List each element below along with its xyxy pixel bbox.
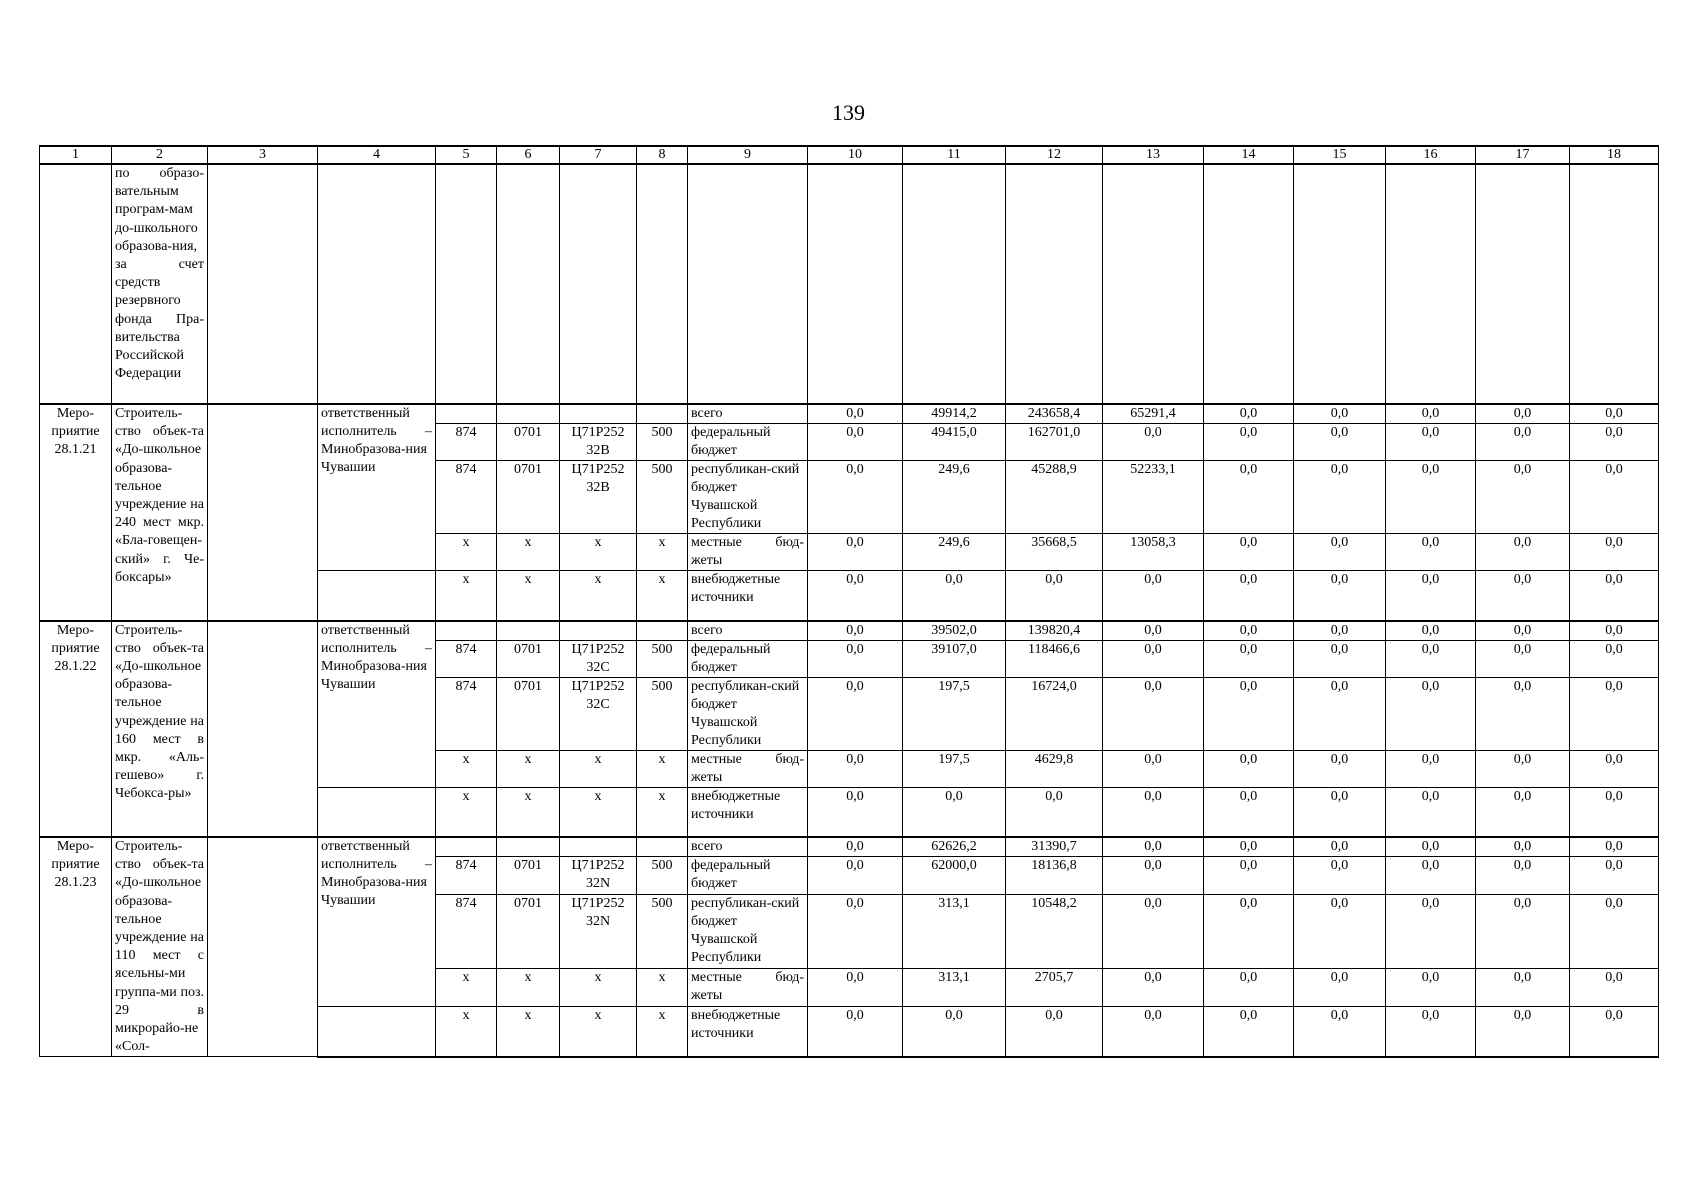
value-cell: 49415,0 [903, 424, 1006, 461]
grbs-code: 874 [436, 640, 497, 677]
value-cell: 0,0 [1294, 404, 1386, 424]
event-name: Строитель-ство объек-та «До-школьное образова-тельное учреждение на 160 мест в мкр. «Аль-гешево» г. Чебокса-ры» [112, 621, 208, 838]
value-cell: 0,0 [1294, 857, 1386, 895]
value-cell: 0,0 [1386, 677, 1476, 750]
event-name: Строитель-ство объек-та «До-школьное образова-тельное учреждение на 240 мест мкр. «Бла-говещен-ский» г. Че-боксары» [112, 404, 208, 621]
section-code: x [497, 787, 560, 837]
grbs-code: 874 [436, 424, 497, 461]
executor-empty [318, 1006, 436, 1057]
value-cell: 0,0 [903, 787, 1006, 837]
expense-type: x [637, 1006, 688, 1057]
target-article: Ц71Р252 32N [560, 857, 637, 895]
executor: ответственный исполнитель – Минобразова-ния Чувашии [318, 404, 436, 571]
value-cell: 0,0 [1204, 677, 1294, 750]
section-code: 0701 [497, 461, 560, 534]
value-cell: 13058,3 [1103, 534, 1204, 571]
value-cell: 0,0 [903, 571, 1006, 621]
value-cell: 0,0 [1386, 621, 1476, 641]
value-cell: 0,0 [1570, 677, 1659, 750]
event-id: Меро-приятие 28.1.23 [40, 837, 112, 1057]
funding-source: местные бюд-жеты [688, 969, 808, 1007]
section-code [497, 404, 560, 424]
column-header-11: 11 [903, 146, 1006, 164]
value-cell: 0,0 [1386, 404, 1476, 424]
value-cell: 0,0 [1103, 621, 1204, 641]
value-cell: 0,0 [808, 969, 903, 1007]
value-cell: 31390,7 [1006, 837, 1103, 857]
value-cell: 0,0 [1294, 750, 1386, 787]
funding-source: республикан-ский бюджет Чувашской Республики [688, 677, 808, 750]
section-code: 0701 [497, 640, 560, 677]
executor: ответственный исполнитель – Минобразова-ния Чувашии [318, 621, 436, 788]
grbs-code: 874 [436, 461, 497, 534]
expense-type: 500 [637, 894, 688, 968]
value-cell: 0,0 [1476, 677, 1570, 750]
grbs-code: x [436, 571, 497, 621]
value-cell: 0,0 [1204, 404, 1294, 424]
value-cell: 0,0 [1386, 857, 1476, 895]
value-cell: 0,0 [1294, 640, 1386, 677]
section-code: x [497, 571, 560, 621]
value-cell: 0,0 [1294, 571, 1386, 621]
table-row [40, 621, 1659, 641]
value-cell: 0,0 [1386, 837, 1476, 857]
value-cell: 0,0 [1204, 837, 1294, 857]
column-header-13: 13 [1103, 146, 1204, 164]
value-cell: 65291,4 [1103, 404, 1204, 424]
section-code: x [497, 1006, 560, 1057]
value-cell: 0,0 [1476, 969, 1570, 1007]
column-number-row [40, 146, 1659, 164]
value-cell: 0,0 [1476, 894, 1570, 968]
value-cell: 0,0 [1570, 461, 1659, 534]
target-article: Ц71Р252 32N [560, 894, 637, 968]
target-article: Ц71Р252 32С [560, 677, 637, 750]
value-cell: 0,0 [1570, 424, 1659, 461]
value-cell: 0,0 [808, 621, 903, 641]
grbs-code: x [436, 534, 497, 571]
continuation-row [40, 164, 1659, 404]
value-cell: 0,0 [808, 640, 903, 677]
table-row [40, 404, 1659, 424]
value-cell: 4629,8 [1006, 750, 1103, 787]
column-header-4: 4 [318, 146, 436, 164]
grbs-code: x [436, 787, 497, 837]
value-cell: 0,0 [808, 750, 903, 787]
value-cell: 0,0 [808, 1006, 903, 1057]
section-code: x [497, 969, 560, 1007]
column-header-1: 1 [40, 146, 112, 164]
value-cell: 0,0 [1006, 787, 1103, 837]
value-cell: 0,0 [1476, 534, 1570, 571]
value-cell: 0,0 [1570, 621, 1659, 641]
target-article: Ц71Р252 32В [560, 461, 637, 534]
value-cell: 0,0 [1294, 461, 1386, 534]
value-cell: 0,0 [1204, 750, 1294, 787]
grbs-code [436, 621, 497, 641]
target-article: x [560, 750, 637, 787]
column-header-15: 15 [1294, 146, 1386, 164]
value-cell: 2705,7 [1006, 969, 1103, 1007]
value-cell: 0,0 [808, 857, 903, 895]
grbs-code [436, 837, 497, 857]
funding-source: местные бюд-жеты [688, 534, 808, 571]
value-cell: 0,0 [1204, 640, 1294, 677]
expense-type: x [637, 534, 688, 571]
event-name: Строитель-ство объек-та «До-школьное образова-тельное учреждение на 110 мест с ясельны-ми группа-ми поз. 29 в микрорайо-не «Сол- [112, 837, 208, 1057]
value-cell: 0,0 [903, 1006, 1006, 1057]
value-cell: 10548,2 [1006, 894, 1103, 968]
expense-type: 500 [637, 857, 688, 895]
section-code: x [497, 750, 560, 787]
value-cell: 0,0 [1103, 969, 1204, 1007]
expense-type: 500 [637, 677, 688, 750]
section-code: 0701 [497, 857, 560, 895]
section-code [497, 837, 560, 857]
expense-type: x [637, 750, 688, 787]
expense-type [637, 404, 688, 424]
value-cell: 0,0 [1103, 750, 1204, 787]
value-cell: 313,1 [903, 969, 1006, 1007]
target-article [560, 837, 637, 857]
value-cell: 0,0 [808, 677, 903, 750]
value-cell: 0,0 [1476, 837, 1570, 857]
funding-source: всего [688, 621, 808, 641]
grbs-code [436, 404, 497, 424]
value-cell: 313,1 [903, 894, 1006, 968]
value-cell: 0,0 [1570, 837, 1659, 857]
value-cell: 0,0 [1476, 461, 1570, 534]
value-cell: 0,0 [1570, 894, 1659, 968]
section-code: x [497, 534, 560, 571]
value-cell: 0,0 [1476, 424, 1570, 461]
value-cell: 118466,6 [1006, 640, 1103, 677]
value-cell: 0,0 [1204, 571, 1294, 621]
value-cell: 0,0 [1570, 787, 1659, 837]
value-cell: 0,0 [1570, 750, 1659, 787]
value-cell: 249,6 [903, 534, 1006, 571]
value-cell: 0,0 [1476, 1006, 1570, 1057]
value-cell: 0,0 [1476, 621, 1570, 641]
funding-source: внебюджетные источники [688, 571, 808, 621]
value-cell: 45288,9 [1006, 461, 1103, 534]
column-header-2: 2 [112, 146, 208, 164]
section-code: 0701 [497, 424, 560, 461]
value-cell: 0,0 [1006, 1006, 1103, 1057]
event-id: Меро-приятие 28.1.21 [40, 404, 112, 621]
value-cell: 0,0 [1386, 969, 1476, 1007]
value-cell: 52233,1 [1103, 461, 1204, 534]
grbs-code: x [436, 1006, 497, 1057]
value-cell: 0,0 [1386, 640, 1476, 677]
value-cell: 0,0 [1386, 750, 1476, 787]
value-cell: 0,0 [1103, 571, 1204, 621]
funding-source: всего [688, 837, 808, 857]
cell-col-3 [208, 404, 318, 621]
value-cell: 0,0 [1204, 857, 1294, 895]
value-cell: 0,0 [1570, 640, 1659, 677]
section-code: 0701 [497, 677, 560, 750]
expense-type: x [637, 969, 688, 1007]
target-article [560, 621, 637, 641]
cell-col-3 [208, 621, 318, 838]
value-cell: 0,0 [1570, 857, 1659, 895]
value-cell: 0,0 [1476, 640, 1570, 677]
funding-source: федеральный бюджет [688, 640, 808, 677]
value-cell: 249,6 [903, 461, 1006, 534]
value-cell: 62000,0 [903, 857, 1006, 895]
expense-type: 500 [637, 424, 688, 461]
target-article: x [560, 1006, 637, 1057]
value-cell: 0,0 [808, 787, 903, 837]
budget-table [39, 145, 1659, 1058]
value-cell: 0,0 [808, 571, 903, 621]
grbs-code: 874 [436, 857, 497, 895]
value-cell: 139820,4 [1006, 621, 1103, 641]
value-cell: 35668,5 [1006, 534, 1103, 571]
column-header-3: 3 [208, 146, 318, 164]
value-cell: 0,0 [808, 894, 903, 968]
continuation-text: по образо-вательным програм-мам до-школьного образова-ния, за счет средств резервного фонда Пра-вительства Российской Федерации [112, 164, 208, 404]
funding-source: республикан-ский бюджет Чувашской Республики [688, 894, 808, 968]
event-id: Меро-приятие 28.1.22 [40, 621, 112, 838]
value-cell: 0,0 [1294, 787, 1386, 837]
value-cell: 0,0 [1103, 837, 1204, 857]
value-cell: 0,0 [1386, 787, 1476, 837]
value-cell: 39502,0 [903, 621, 1006, 641]
target-article: x [560, 534, 637, 571]
value-cell: 0,0 [1204, 787, 1294, 837]
value-cell: 0,0 [1204, 424, 1294, 461]
value-cell: 0,0 [1386, 424, 1476, 461]
funding-source: внебюджетные источники [688, 1006, 808, 1057]
grbs-code: 874 [436, 894, 497, 968]
value-cell: 0,0 [1103, 1006, 1204, 1057]
value-cell: 0,0 [1476, 750, 1570, 787]
column-header-5: 5 [436, 146, 497, 164]
value-cell: 0,0 [1570, 969, 1659, 1007]
value-cell: 0,0 [1476, 404, 1570, 424]
value-cell: 0,0 [808, 534, 903, 571]
value-cell: 0,0 [1204, 461, 1294, 534]
value-cell: 0,0 [1386, 534, 1476, 571]
value-cell: 39107,0 [903, 640, 1006, 677]
value-cell: 0,0 [1294, 894, 1386, 968]
value-cell: 0,0 [1476, 857, 1570, 895]
value-cell: 0,0 [1103, 640, 1204, 677]
value-cell: 0,0 [1386, 1006, 1476, 1057]
funding-source: всего [688, 404, 808, 424]
value-cell: 16724,0 [1006, 677, 1103, 750]
executor-empty [318, 787, 436, 837]
executor: ответственный исполнитель – Минобразова-ния Чувашии [318, 837, 436, 1006]
grbs-code: x [436, 969, 497, 1007]
value-cell: 243658,4 [1006, 404, 1103, 424]
funding-source: федеральный бюджет [688, 424, 808, 461]
cell-col-3 [208, 837, 318, 1057]
value-cell: 0,0 [1103, 857, 1204, 895]
value-cell: 0,0 [808, 837, 903, 857]
page-number: 139 [832, 100, 865, 125]
executor-empty [318, 571, 436, 621]
funding-source: внебюджетные источники [688, 787, 808, 837]
value-cell: 0,0 [1103, 787, 1204, 837]
target-article [560, 404, 637, 424]
expense-type [637, 621, 688, 641]
value-cell: 49914,2 [903, 404, 1006, 424]
value-cell: 0,0 [808, 461, 903, 534]
value-cell: 0,0 [1570, 571, 1659, 621]
value-cell: 0,0 [1006, 571, 1103, 621]
expense-type [637, 837, 688, 857]
value-cell: 62626,2 [903, 837, 1006, 857]
column-header-14: 14 [1204, 146, 1294, 164]
target-article: Ц71Р252 32С [560, 640, 637, 677]
value-cell: 0,0 [1294, 1006, 1386, 1057]
value-cell: 0,0 [1386, 894, 1476, 968]
section-code: 0701 [497, 894, 560, 968]
column-header-9: 9 [688, 146, 808, 164]
column-header-16: 16 [1386, 146, 1476, 164]
value-cell: 0,0 [1570, 534, 1659, 571]
target-article: x [560, 571, 637, 621]
column-header-12: 12 [1006, 146, 1103, 164]
column-header-10: 10 [808, 146, 903, 164]
value-cell: 0,0 [1204, 621, 1294, 641]
value-cell: 197,5 [903, 750, 1006, 787]
value-cell: 0,0 [808, 424, 903, 461]
expense-type: x [637, 571, 688, 621]
column-header-18: 18 [1570, 146, 1659, 164]
column-header-8: 8 [637, 146, 688, 164]
expense-type: x [637, 787, 688, 837]
target-article: Ц71Р252 32В [560, 424, 637, 461]
value-cell: 0,0 [1294, 534, 1386, 571]
value-cell: 0,0 [1204, 534, 1294, 571]
section-code [497, 621, 560, 641]
expense-type: 500 [637, 640, 688, 677]
column-header-7: 7 [560, 146, 637, 164]
value-cell: 0,0 [1570, 404, 1659, 424]
cell-col-1 [40, 164, 112, 404]
column-header-6: 6 [497, 146, 560, 164]
value-cell: 197,5 [903, 677, 1006, 750]
funding-source: местные бюд-жеты [688, 750, 808, 787]
value-cell: 0,0 [1204, 894, 1294, 968]
value-cell: 0,0 [1294, 969, 1386, 1007]
value-cell: 0,0 [1386, 571, 1476, 621]
grbs-code: x [436, 750, 497, 787]
column-header-17: 17 [1476, 146, 1570, 164]
value-cell: 0,0 [1103, 677, 1204, 750]
value-cell: 18136,8 [1006, 857, 1103, 895]
value-cell: 0,0 [1103, 424, 1204, 461]
value-cell: 0,0 [1204, 969, 1294, 1007]
value-cell: 0,0 [1294, 424, 1386, 461]
value-cell: 0,0 [808, 404, 903, 424]
value-cell: 0,0 [1476, 787, 1570, 837]
value-cell: 0,0 [1294, 837, 1386, 857]
funding-source: республикан-ский бюджет Чувашской Республики [688, 461, 808, 534]
value-cell: 0,0 [1294, 677, 1386, 750]
value-cell: 162701,0 [1006, 424, 1103, 461]
value-cell: 0,0 [1103, 894, 1204, 968]
value-cell: 0,0 [1476, 571, 1570, 621]
value-cell: 0,0 [1294, 621, 1386, 641]
value-cell: 0,0 [1570, 1006, 1659, 1057]
value-cell: 0,0 [1204, 1006, 1294, 1057]
value-cell: 0,0 [1386, 461, 1476, 534]
table-row [40, 837, 1659, 857]
expense-type: 500 [637, 461, 688, 534]
grbs-code: 874 [436, 677, 497, 750]
funding-source: федеральный бюджет [688, 857, 808, 895]
target-article: x [560, 787, 637, 837]
target-article: x [560, 969, 637, 1007]
